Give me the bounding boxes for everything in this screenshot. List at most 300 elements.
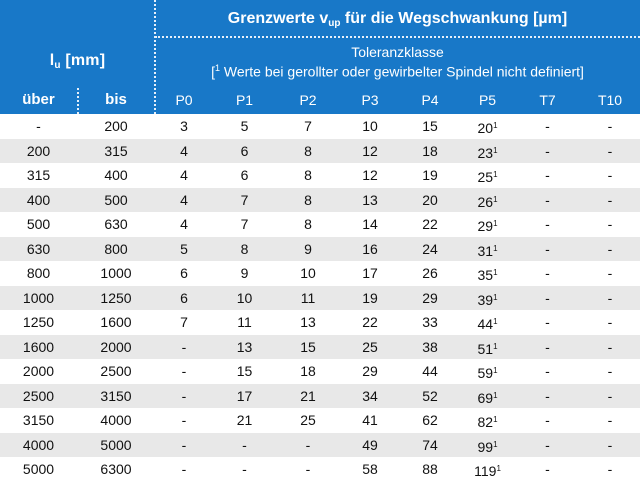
cell-value: 400 — [104, 167, 128, 183]
cell-value: - — [607, 289, 613, 306]
cell-value: 82 — [477, 414, 494, 430]
cell-value: - — [607, 265, 613, 281]
cell-value: 1000 — [22, 289, 55, 306]
table-cell — [340, 359, 400, 384]
cell-value: - — [607, 167, 613, 183]
table-cell — [276, 433, 340, 458]
cell-value: 33 — [422, 314, 438, 330]
footnote-marker: 1 — [493, 145, 498, 155]
cell-value: - — [545, 191, 550, 208]
cell-value: 22 — [422, 216, 438, 232]
table-cell — [155, 433, 213, 458]
title-prefix: Grenzwerte v — [227, 10, 329, 27]
table-cell — [580, 237, 640, 262]
table-cell — [400, 310, 460, 335]
table-cell — [580, 188, 640, 213]
table-cell — [515, 139, 580, 164]
table-row — [0, 286, 640, 311]
column-headers — [0, 88, 640, 112]
table-cell — [515, 433, 580, 458]
table-cell — [155, 114, 213, 139]
divider — [155, 36, 640, 38]
cell-value: 1250 — [22, 314, 55, 330]
cell-value: - — [545, 216, 550, 232]
table-cell — [155, 286, 213, 311]
table-row — [0, 237, 640, 262]
cell-value: 400 — [26, 191, 51, 208]
column-header: P5 — [478, 92, 497, 108]
cell-value: 4 — [180, 142, 188, 159]
cell-value: - — [181, 412, 187, 428]
cell-value: - — [607, 387, 613, 404]
table-cell — [340, 384, 400, 409]
table-cell — [77, 433, 155, 458]
cell-value: 315 — [104, 142, 128, 159]
cell-value: 59 — [477, 365, 494, 381]
table-row — [0, 261, 640, 286]
cell-value: 41 — [362, 412, 378, 428]
cell-value: 16 — [362, 240, 378, 257]
table-cell — [155, 359, 213, 384]
table-cell — [0, 114, 77, 139]
table-cell — [77, 359, 155, 384]
table-cell — [77, 261, 155, 286]
table-cell — [155, 212, 213, 237]
table-cell — [77, 384, 155, 409]
cell-value: 4000 — [100, 412, 132, 428]
cell-value: 21 — [236, 412, 253, 428]
table-cell — [0, 408, 77, 433]
footnote-marker: 1 — [493, 341, 498, 351]
table-row — [0, 163, 640, 188]
cell-value: - — [181, 387, 187, 404]
table-cell — [276, 163, 340, 188]
column-header: P3 — [361, 92, 379, 108]
table-cell — [213, 457, 276, 482]
table-cell — [580, 114, 640, 139]
table-cell — [77, 163, 155, 188]
footnote-marker: 1 — [493, 366, 498, 375]
cell-value: - — [545, 289, 550, 306]
cell-value: 5000 — [100, 436, 132, 453]
table-cell — [340, 139, 400, 164]
cell-value: 2500 — [22, 387, 55, 404]
footnote-marker: 1 — [493, 439, 498, 449]
table-cell — [400, 163, 460, 188]
cell-value: 99 — [477, 438, 494, 455]
table-row — [0, 359, 640, 384]
cell-value: 500 — [26, 216, 51, 232]
table-cell — [340, 408, 400, 433]
cell-value: 10 — [300, 265, 316, 281]
cell-value: 2500 — [100, 363, 132, 379]
table-cell — [460, 237, 515, 262]
table-cell — [460, 310, 515, 335]
cell-value: 51 — [477, 340, 494, 357]
cell-value: - — [545, 461, 550, 477]
table-cell — [340, 335, 400, 360]
cell-value: 7 — [180, 314, 188, 330]
cell-value: 630 — [26, 240, 51, 257]
lu-unit: [mm] — [60, 52, 106, 69]
cell-value: 5000 — [22, 461, 55, 477]
table-cell — [0, 457, 77, 482]
cell-value: 3150 — [100, 387, 132, 404]
table-cell — [580, 261, 640, 286]
column-header: T7 — [539, 92, 556, 108]
cell-value: 8 — [304, 142, 312, 159]
table-cell — [515, 335, 580, 360]
cell-value: 62 — [422, 412, 438, 428]
column-header: P2 — [299, 92, 317, 108]
table-cell — [0, 163, 77, 188]
cell-value: 31 — [477, 242, 494, 259]
table-cell — [400, 408, 460, 433]
table-cell — [515, 114, 580, 139]
cell-value: 19 — [362, 289, 378, 306]
cell-value: 13 — [236, 338, 253, 355]
cell-value: 8 — [304, 216, 312, 232]
cell-value: 24 — [422, 240, 438, 257]
table-cell — [460, 384, 515, 409]
cell-value: 10 — [362, 118, 378, 134]
cell-value: - — [607, 461, 613, 477]
table-row — [0, 457, 640, 482]
cell-value: - — [607, 338, 613, 355]
table-cell — [340, 114, 400, 139]
cell-value: 6300 — [100, 461, 132, 477]
cell-value: 17 — [362, 265, 378, 281]
table-cell — [515, 408, 580, 433]
column-header: T10 — [597, 92, 623, 108]
table-cell — [155, 457, 213, 482]
footnote-body: Werte bei gerollter oder gewirbelter Spindel nicht definiert] — [219, 63, 584, 80]
cell-value: 4 — [180, 216, 188, 232]
cell-value: - — [607, 142, 613, 159]
table-cell — [155, 188, 213, 213]
footnote-marker: 1 — [493, 292, 498, 302]
table-cell — [460, 114, 515, 139]
cell-value: 17 — [236, 387, 253, 404]
cell-value: 23 — [477, 144, 494, 161]
cell-value: 29 — [362, 363, 378, 379]
table-cell — [515, 188, 580, 213]
cell-value: 18 — [300, 363, 316, 379]
footnote-marker: 1 — [493, 317, 498, 326]
table-row — [0, 433, 640, 458]
table-cell — [460, 139, 515, 164]
table-cell — [580, 310, 640, 335]
cell-value: 200 — [26, 142, 51, 159]
cell-value: 3150 — [22, 412, 55, 428]
cell-value: 15 — [422, 118, 438, 134]
cell-value: 1600 — [100, 314, 132, 330]
footnote-marker: 1 — [493, 268, 498, 277]
table-cell — [213, 384, 276, 409]
cell-value: - — [545, 338, 550, 355]
table-row — [0, 335, 640, 360]
cell-value: - — [545, 363, 550, 379]
cell-value: 5 — [180, 240, 188, 257]
cell-value: - — [305, 436, 311, 453]
table-cell — [340, 188, 400, 213]
cell-value: 74 — [422, 436, 438, 453]
cell-value: 9 — [304, 240, 312, 257]
cell-value: 800 — [26, 265, 51, 281]
cell-value: - — [607, 314, 613, 330]
cell-value: 13 — [362, 191, 378, 208]
table-cell — [400, 384, 460, 409]
cell-value: - — [545, 118, 550, 134]
cell-value: 18 — [422, 142, 438, 159]
lu-symbol: l — [49, 52, 55, 69]
table-cell — [276, 139, 340, 164]
cell-value: 26 — [422, 265, 438, 281]
table-row — [0, 114, 640, 139]
cell-value: - — [545, 387, 550, 404]
footnote-text — [155, 63, 640, 80]
cell-value: 6 — [180, 289, 188, 306]
cell-value: - — [607, 436, 613, 453]
footnote-marker: 1 — [214, 63, 220, 73]
cell-value: 44 — [477, 316, 494, 332]
table-cell — [515, 384, 580, 409]
table-cell — [77, 335, 155, 360]
cell-value: 19 — [422, 167, 438, 183]
table-cell — [155, 237, 213, 262]
cell-value: 4000 — [22, 436, 55, 453]
cell-value: 25 — [477, 169, 494, 185]
cell-value: 7 — [240, 191, 249, 208]
table-cell — [155, 163, 213, 188]
table-cell — [400, 433, 460, 458]
table-title — [155, 10, 640, 29]
cell-value: 14 — [362, 216, 378, 232]
title-suffix: für die Wegschwankung [µm] — [340, 10, 568, 27]
cell-value: - — [607, 240, 613, 257]
table-row — [0, 139, 640, 164]
cell-value: 4 — [180, 167, 188, 183]
table-cell — [276, 310, 340, 335]
table-cell — [460, 408, 515, 433]
table-cell — [400, 188, 460, 213]
cell-value: 6 — [180, 265, 188, 281]
cell-value: 10 — [236, 289, 253, 306]
table-cell — [340, 433, 400, 458]
cell-value: 200 — [104, 118, 128, 134]
cell-value: 1250 — [100, 289, 132, 306]
table-cell — [77, 408, 155, 433]
table-cell — [580, 408, 640, 433]
table-row — [0, 212, 640, 237]
table-cell — [0, 139, 77, 164]
cell-value: - — [607, 118, 613, 134]
cell-value: 26 — [477, 193, 494, 210]
cell-value: 7 — [240, 216, 249, 232]
table-cell — [340, 457, 400, 482]
table-cell — [515, 261, 580, 286]
table-cell — [400, 139, 460, 164]
table-row — [0, 188, 640, 213]
cell-value: 20 — [422, 191, 438, 208]
table-cell — [0, 335, 77, 360]
table-cell — [213, 310, 276, 335]
table-cell — [276, 286, 340, 311]
footnote-marker: 1 — [493, 390, 498, 400]
table-cell — [213, 114, 276, 139]
cell-value: - — [36, 118, 41, 134]
cell-value: 11 — [237, 314, 252, 330]
cell-value: 12 — [362, 167, 378, 183]
footnote-marker: 1 — [493, 415, 498, 424]
table-cell — [400, 114, 460, 139]
footnote-marker: 1 — [496, 464, 501, 473]
table-cell — [213, 261, 276, 286]
footnote-marker: 1 — [493, 170, 498, 179]
cell-value: 2000 — [100, 338, 132, 355]
table-cell — [276, 261, 340, 286]
cell-value: - — [545, 265, 550, 281]
table-cell — [155, 261, 213, 286]
table-cell — [276, 457, 340, 482]
table-cell — [0, 384, 77, 409]
cell-value: 52 — [422, 387, 438, 404]
cell-value: 15 — [300, 338, 316, 355]
column-header: über — [22, 91, 55, 108]
table-cell — [0, 359, 77, 384]
table-cell — [213, 212, 276, 237]
cell-value: 4 — [180, 191, 188, 208]
cell-value: - — [545, 240, 550, 257]
cell-value: 29 — [422, 289, 438, 306]
column-header: P1 — [235, 92, 254, 108]
table-cell — [213, 139, 276, 164]
table-cell — [0, 286, 77, 311]
table-cell — [515, 237, 580, 262]
table-cell — [340, 310, 400, 335]
table-cell — [340, 261, 400, 286]
table-cell — [580, 359, 640, 384]
cell-value: 5 — [240, 118, 249, 134]
cell-value: 8 — [304, 167, 312, 183]
table-cell — [213, 433, 276, 458]
cell-value: 22 — [362, 314, 378, 330]
cell-value: - — [242, 461, 247, 477]
table-cell — [580, 335, 640, 360]
footnote-marker: 1 — [493, 243, 498, 253]
table-cell — [515, 359, 580, 384]
cell-value: - — [545, 167, 550, 183]
table-cell — [276, 114, 340, 139]
cell-value: 9 — [240, 265, 249, 281]
table-cell — [400, 359, 460, 384]
table-cell — [77, 310, 155, 335]
cell-value: 800 — [104, 240, 128, 257]
table-cell — [155, 384, 213, 409]
column-header: P0 — [175, 92, 193, 108]
table-cell — [213, 286, 276, 311]
lu-subscript: u — [54, 60, 61, 71]
table-cell — [0, 188, 77, 213]
table-cell — [155, 408, 213, 433]
table-header — [0, 0, 640, 114]
cell-value: 7 — [304, 118, 312, 134]
cell-value: 8 — [240, 240, 249, 257]
footnote-marker: 1 — [493, 121, 498, 130]
table-cell — [580, 457, 640, 482]
table-cell — [515, 310, 580, 335]
cell-value: - — [545, 412, 550, 428]
table-cell — [400, 212, 460, 237]
cell-value: 8 — [304, 191, 312, 208]
table-cell — [213, 408, 276, 433]
table-cell — [155, 335, 213, 360]
table-cell — [400, 261, 460, 286]
table-row — [0, 408, 640, 433]
table-cell — [460, 212, 515, 237]
table-cell — [515, 163, 580, 188]
table-cell — [276, 237, 340, 262]
length-range-header — [0, 52, 155, 71]
cell-value: - — [607, 191, 613, 208]
table-cell — [580, 212, 640, 237]
table-cell — [340, 212, 400, 237]
footnote-bracket: [ — [211, 63, 215, 80]
cell-value: 39 — [477, 291, 494, 308]
cell-value: 49 — [362, 436, 378, 453]
table-cell — [580, 384, 640, 409]
cell-value: - — [181, 363, 187, 379]
table-cell — [276, 359, 340, 384]
table-cell — [340, 163, 400, 188]
table-cell — [400, 457, 460, 482]
cell-value: 315 — [26, 167, 51, 183]
table-cell — [400, 286, 460, 311]
table-cell — [77, 188, 155, 213]
cell-value: - — [305, 461, 311, 477]
table-cell — [460, 286, 515, 311]
cell-value: 38 — [422, 338, 438, 355]
cell-value: 15 — [236, 363, 253, 379]
table-cell — [0, 433, 77, 458]
table-cell — [580, 433, 640, 458]
cell-value: 44 — [422, 363, 438, 379]
cell-value: - — [181, 436, 187, 453]
table-cell — [0, 261, 77, 286]
cell-value: - — [242, 436, 247, 453]
cell-value: 119 — [474, 463, 497, 479]
table-row — [0, 310, 640, 335]
column-header: bis — [105, 91, 127, 108]
cell-value: 29 — [477, 218, 494, 234]
table-cell — [515, 286, 580, 311]
table-cell — [460, 457, 515, 482]
table-cell — [77, 114, 155, 139]
cell-value: 6 — [240, 142, 249, 159]
table-cell — [515, 212, 580, 237]
table-cell — [77, 457, 155, 482]
table-cell — [400, 335, 460, 360]
table-cell — [276, 335, 340, 360]
cell-value: 25 — [362, 338, 378, 355]
cell-value: 12 — [362, 142, 378, 159]
footnote-marker: 1 — [493, 219, 498, 228]
table-cell — [77, 212, 155, 237]
cell-value: 11 — [300, 289, 316, 306]
table-cell — [276, 188, 340, 213]
table-cell — [276, 408, 340, 433]
table-cell — [276, 384, 340, 409]
